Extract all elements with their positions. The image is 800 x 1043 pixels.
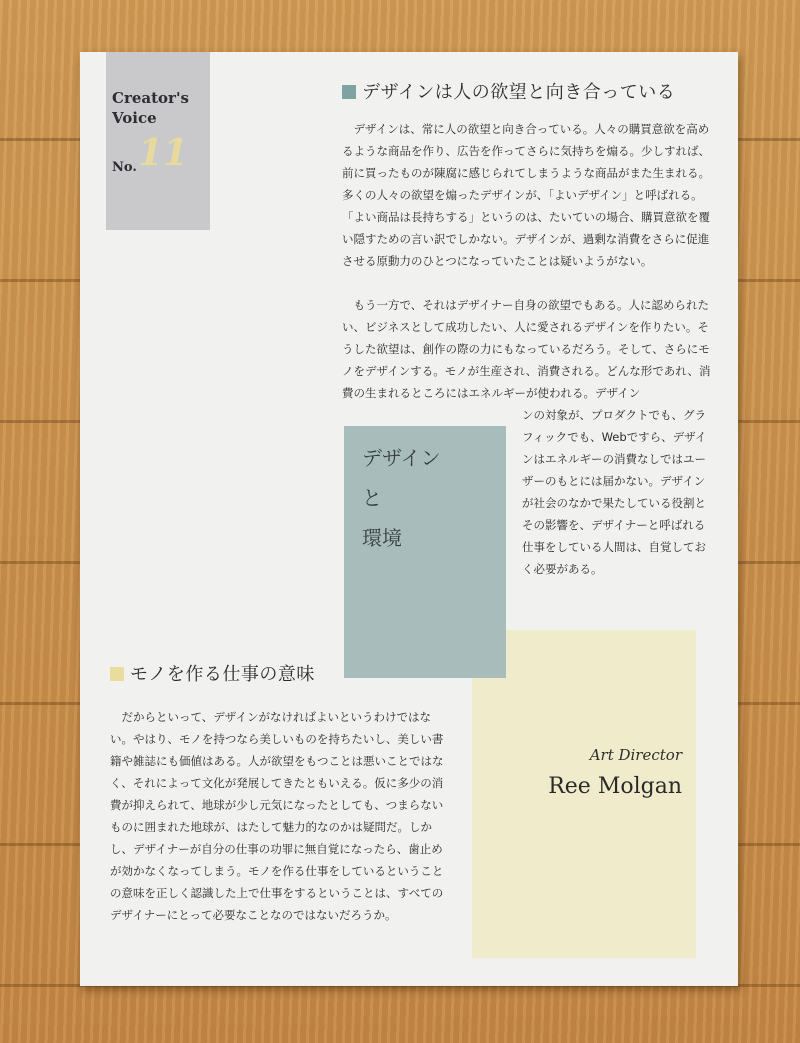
- feature-title-line1: デザイン: [362, 446, 441, 470]
- feature-title-panel: [344, 426, 506, 678]
- section2-heading: [110, 660, 315, 686]
- badge-title: [112, 88, 189, 128]
- yellow-square-icon: [110, 667, 124, 681]
- section1-paragraph2: もう一方で、それはデザイナー自身の欲望でもある。人に認められたい、ビジネスとして成功したい、人に愛されるデザインを作りたい。そうした欲望は、創作の際の力にもなっているだろう。そして、さらにモノをデザインする。モノが生産され、消費される。どんな形であれ、消費の生まれるところにはエネルギーが使われる。デザイン: [342, 298, 711, 400]
- section1-heading-text: デザインは人の欲望と向き合っている: [362, 82, 676, 103]
- credit-role: Art Director: [589, 746, 682, 764]
- section1-heading: [342, 78, 675, 104]
- document-sheet: [80, 52, 738, 986]
- credit-panel: [472, 630, 696, 958]
- feature-title-line3: 環境: [362, 526, 402, 550]
- section1-paragraph2-continued: ンの対象が、プロダクトでも、グラフィックでも、Webですら、デザインはエネルギーの消費なしではユーザーのもとには届かない。デザインが社会のなかで果たしている役割とその影響を、デザイナーと呼ばれる仕事をしている人間は、自覚しておく必要がある。: [522, 408, 707, 576]
- badge-title-line2: Voice: [112, 109, 157, 127]
- teal-square-icon: [342, 85, 356, 99]
- section2-paragraph: だからといって、デザインがなければよいというわけではない。やはり、モノを持つなら美しいものを持ちたいし、美しい書籍や雑誌にも価値はある。人が欲望をもつことは悪いことではなく、それによって文化が発展してきたともいえる。仮に多少の消費が抑えられて、地球が少し元気になったとしても、つまらないものに囲まれた地球が、はたして魅力的なのかは疑問だ。しかし、デザイナーが自分の仕事の功罪に無自覚になったら、歯止めが効かなくなってしまう。モノを作る仕事をしているということの意味を正しく認識した上で仕事をするということは、すべてのデザイナーにとって必要なことなのではないだろうか。: [110, 710, 444, 922]
- section1-paragraph1: デザインは、常に人の欲望と向き合っている。人々の購買意欲を高めるような商品を作り、広告を作ってさらに気持ちを煽る。少しすれば、前に買ったものが陳腐に感じられてしまうような商品がまた生まれる。多くの人々の欲望を煽ったデザインが、「よいデザイン」と呼ばれる。「よい商品は長持ちする」というのは、たいていの場合、購買意欲を覆い隠すための言い訳でしかない。デザインが、過剰な消費をさらに促進させる原動力のひとつになっていたことは疑いようがない。: [342, 122, 710, 268]
- section2-heading-text: モノを作る仕事の意味: [130, 664, 315, 685]
- feature-title-line2: と: [362, 486, 382, 510]
- credit-name: Ree Molgan: [548, 774, 682, 799]
- badge-title-line1: Creator's: [112, 89, 189, 107]
- series-badge: [106, 52, 210, 230]
- badge-no-label: No.: [112, 160, 137, 175]
- badge-number: 11: [138, 132, 189, 174]
